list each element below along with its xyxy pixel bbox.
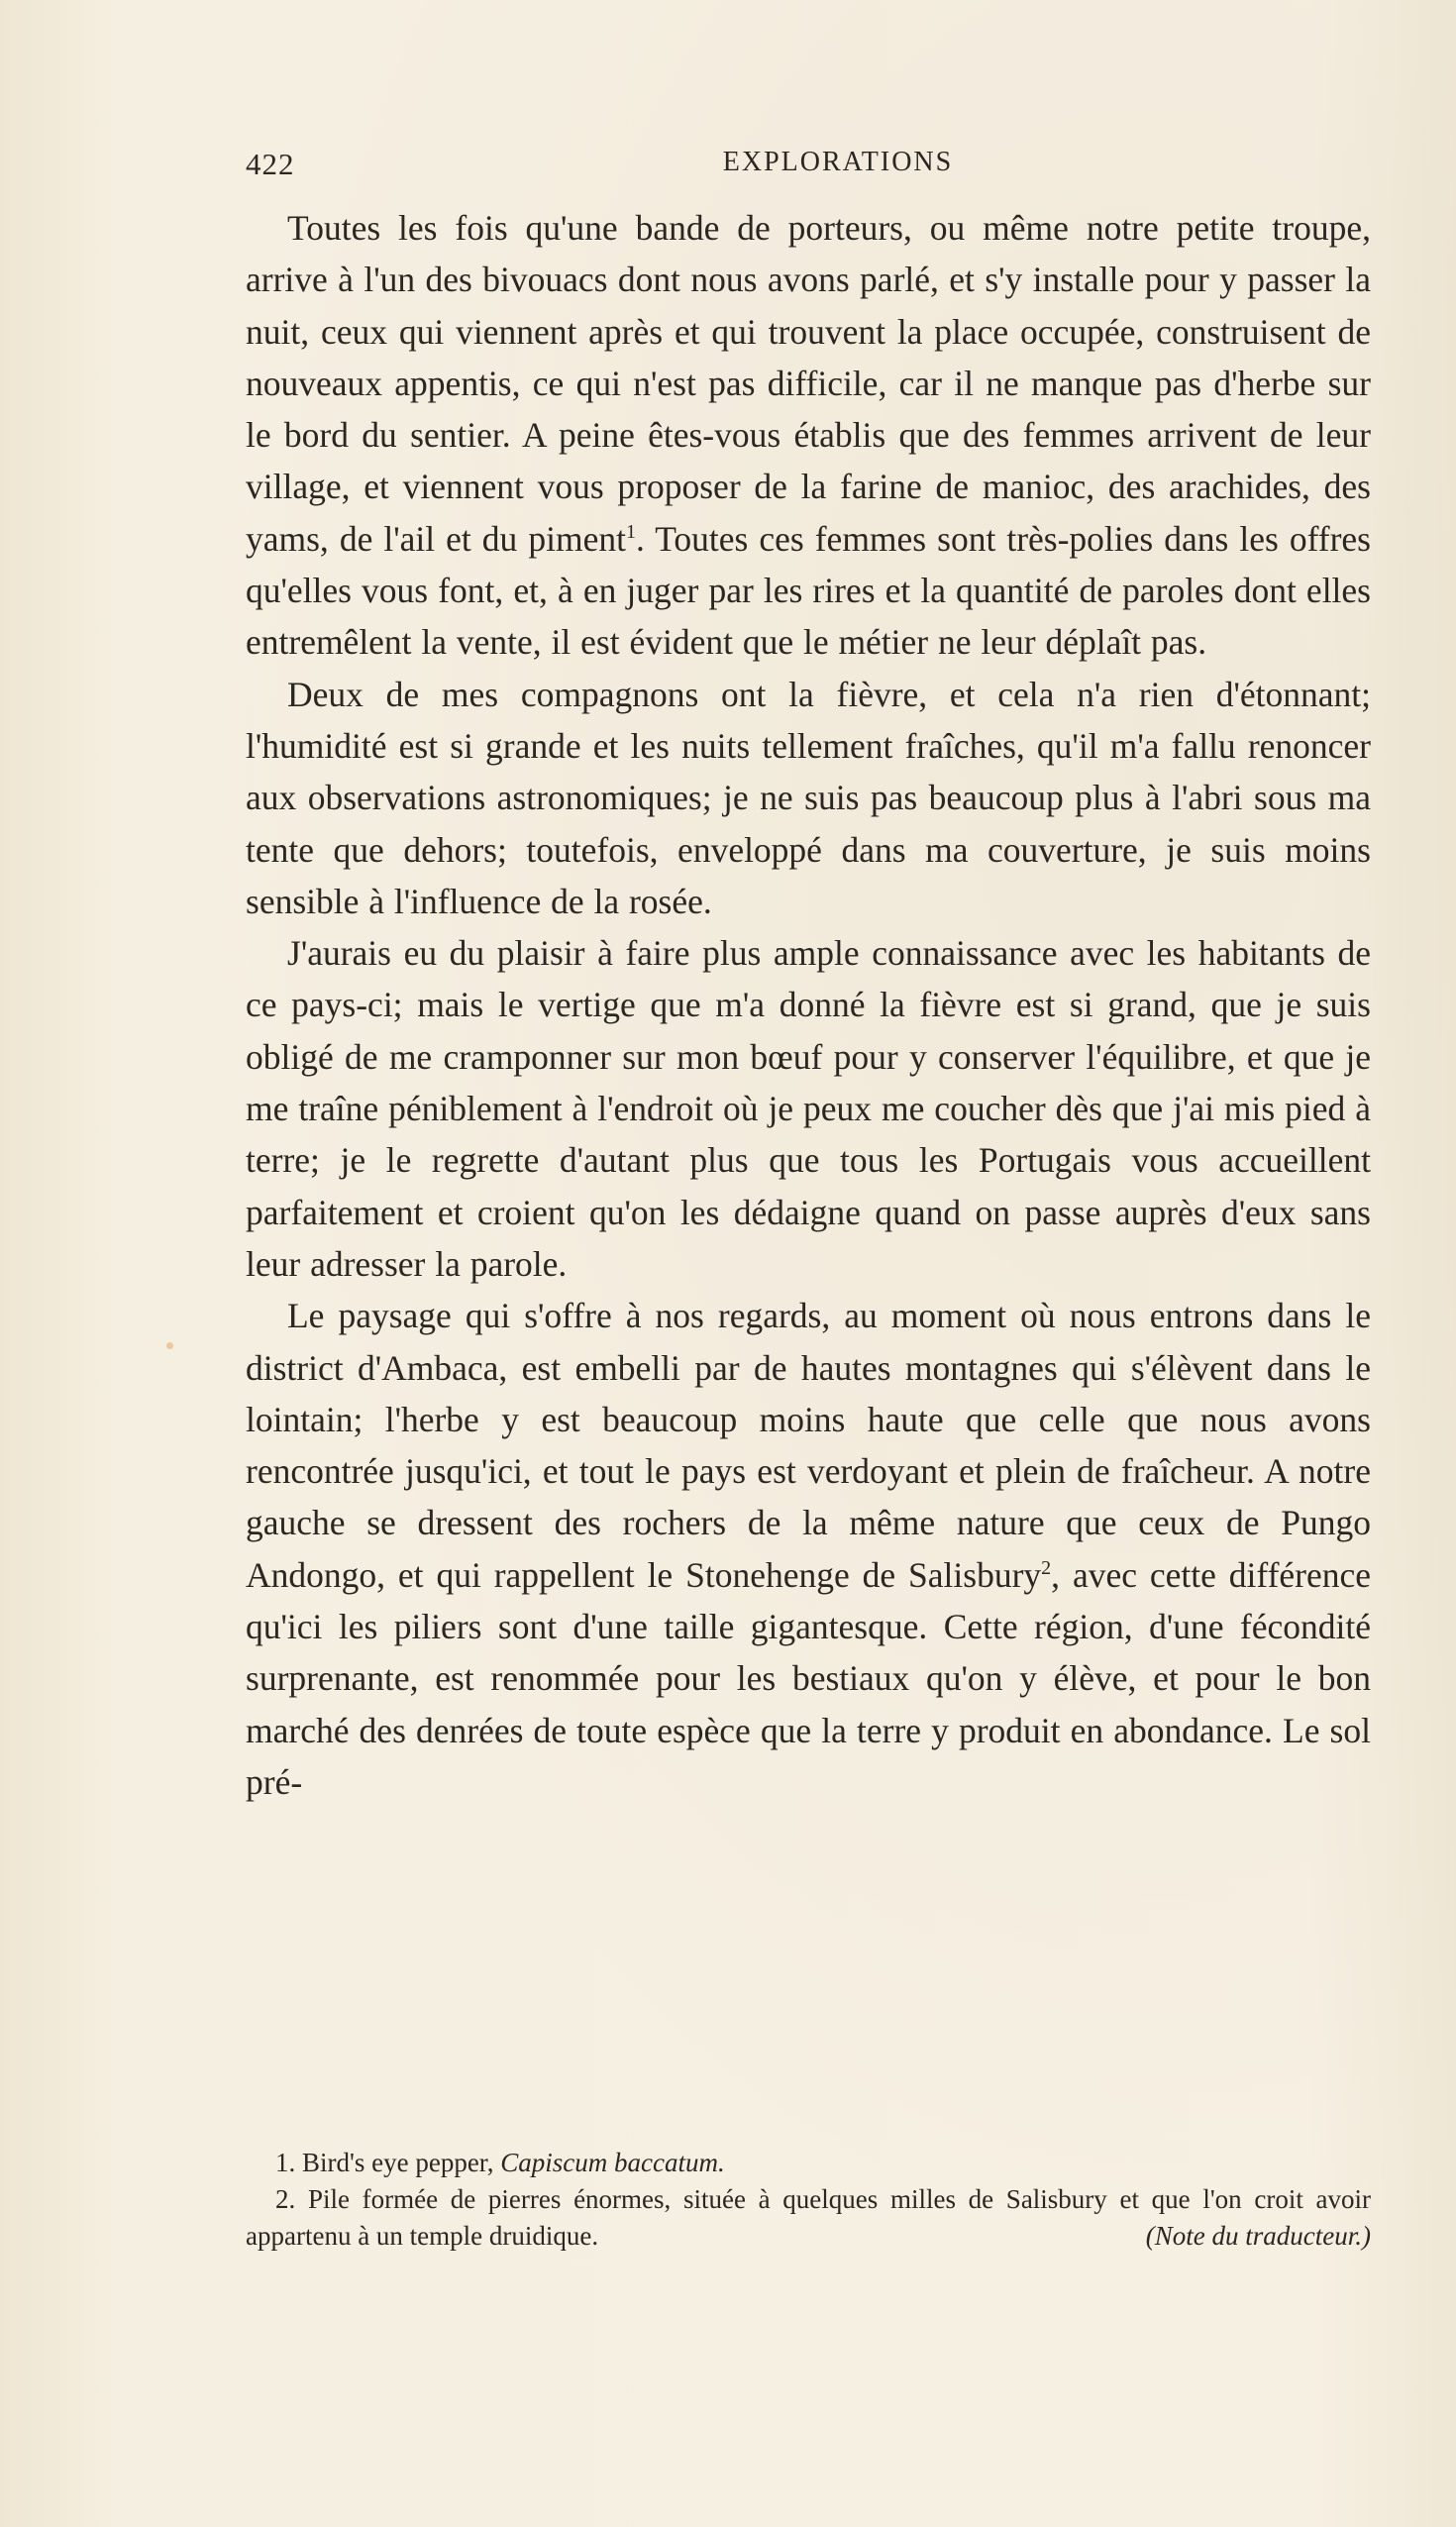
body-text	[246, 202, 1371, 1808]
paragraph-text: Le paysage qui s'offre à nos regards, au moment où nous entrons dans le district d'Ambaca, est embelli par de hautes montagnes qui s'élèvent dans le lointain; l'herbe y est beaucoup moins haute que celle que nous avons rencontrée jusqu'ici, et tout le pays est verdoyant et plein de fraîcheur. A notre gauche se dressent des rochers de la même nature que ceux de Pungo Andongo, et qui rappellent le Stonehenge de Salisbury	[246, 1296, 1371, 1595]
paper-stain	[166, 1342, 173, 1349]
footnote	[246, 2145, 1371, 2181]
page-number: 422	[246, 147, 295, 181]
footnote	[246, 2181, 1371, 2255]
paragraph	[246, 202, 1371, 669]
footnote-text: Bird's eye pepper,	[302, 2148, 494, 2177]
translator-note: (Note du traducteur.)	[1145, 2221, 1371, 2251]
paragraph	[246, 1290, 1371, 1808]
paragraph	[246, 927, 1371, 1290]
running-title: EXPLORATIONS	[722, 147, 954, 177]
footnote-ref: 2	[1041, 1556, 1052, 1579]
footnote-number: 2.	[275, 2184, 296, 2214]
paragraph-text-cont: . Toutes ces femmes sont très-polies dans les offres qu'elles vous font, et, à en juger par les rires et la quantité de paroles dont elles entremêlent la vente, il est évident que le métier ne leur déplaît pas.	[246, 518, 1371, 663]
footnote-italic: Capiscum baccatum.	[500, 2148, 725, 2177]
paragraph	[246, 669, 1371, 927]
footnote-text: Pile formée de pierres énormes, située à quelques milles de Salisbury et que l'on croit avoir appartenu à un temple druidique.	[246, 2184, 1372, 2251]
paragraph-text: Deux de mes compagnons ont la fièvre, et cela n'a rien d'étonnant; l'humidité est si grande et les nuits tellement fraîches, qu'il m'a fallu renoncer aux observations astronomiques; je ne suis pas beaucoup plus à l'abri sous ma tente que dehors; toutefois, enveloppé dans ma couverture, je suis moins sensible à l'influence de la rosée.	[246, 674, 1371, 921]
footnote-number: 1.	[275, 2148, 296, 2177]
footnotes	[246, 2145, 1371, 2255]
page-header	[246, 147, 1371, 190]
paragraph-text: Toutes les fois qu'une bande de porteurs, ou même notre petite troupe, arrive à l'un des bivouacs dont nous avons parlé, et s'y installe pour y passer la nuit, ceux qui viennent après et qui trouvent la place occupée, construisent de nouveaux appentis, ce qui n'est pas difficile, car il ne manque pas d'herbe sur le bord du sentier. A peine êtes-vous établis que des femmes arrivent de leur village, et viennent vous proposer de la farine de manioc, des arachides, des yams, de l'ail et du piment	[246, 208, 1371, 559]
paragraph-text: J'aurais eu du plaisir à faire plus ample connaissance avec les habitants de ce pays-ci; mais le vertige que m'a donné la fièvre est si grand, que je suis obligé de me cramponner sur mon bœuf pour y conserver l'équilibre, et que je me traîne péniblement à l'endroit où je peux me coucher dès que j'ai mis pied à terre; je le regrette d'autant plus que tous les Portugais vous accueillent parfaitement et croient qu'on les dédaigne quand on passe auprès d'eux sans leur adresser la parole.	[246, 933, 1371, 1284]
footnote-ref: 1	[625, 520, 636, 543]
paragraph-text-cont: , avec cette différence qu'ici les piliers sont d'une taille gigantesque. Cette région, d'une fécondité surprenante, est renommée pour les bestiaux qu'on y élève, et pour le bon marché des denrées de toute espèce que la terre y produit en abondance. Le sol pré-	[246, 1554, 1372, 1802]
